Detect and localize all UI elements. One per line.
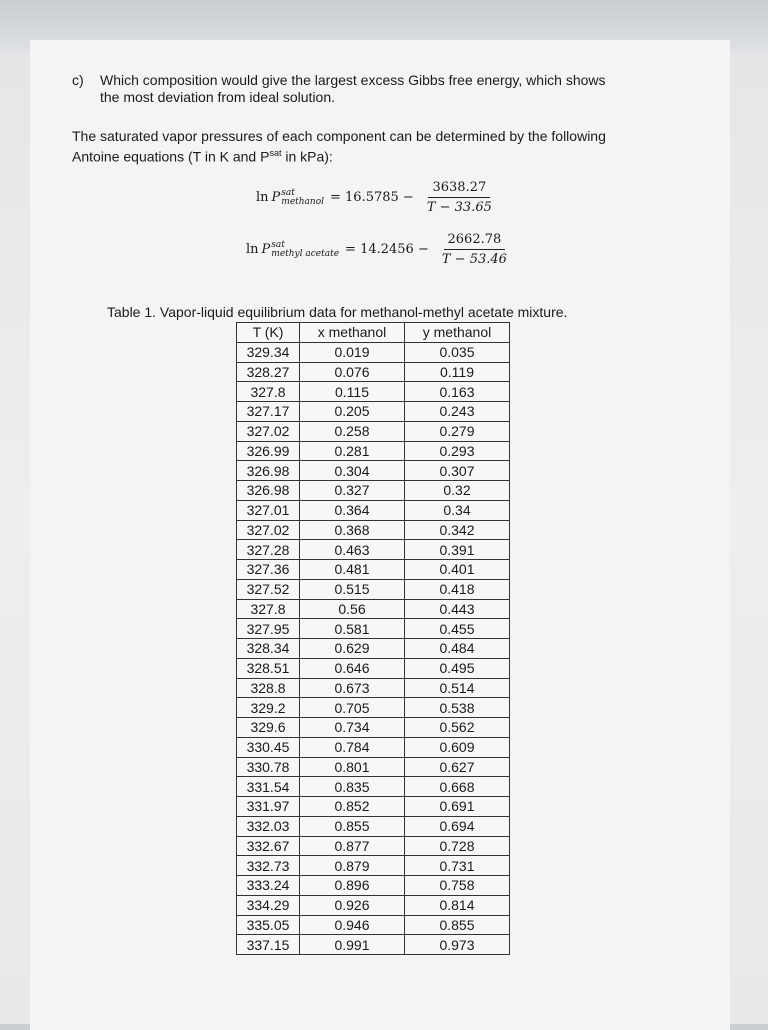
cell-y-methanol: 0.035 xyxy=(405,342,510,362)
antoine-intro xyxy=(72,128,672,166)
eq-rhs: = 16.5785 − xyxy=(330,190,414,205)
cell-temperature: 334.29 xyxy=(237,895,300,915)
cell-temperature: 327.95 xyxy=(237,619,300,639)
cell-x-methanol: 0.835 xyxy=(300,777,405,797)
cell-y-methanol: 0.293 xyxy=(405,441,510,461)
cell-y-methanol: 0.279 xyxy=(405,421,510,441)
cell-temperature: 331.97 xyxy=(237,797,300,817)
eq-p: P xyxy=(271,190,281,205)
cell-temperature: 328.27 xyxy=(237,362,300,382)
cell-temperature: 327.8 xyxy=(237,382,300,402)
table-header-row xyxy=(237,323,510,343)
cell-temperature: 333.24 xyxy=(237,876,300,896)
cell-y-methanol: 0.418 xyxy=(405,579,510,599)
cell-y-methanol: 0.307 xyxy=(405,461,510,481)
cell-x-methanol: 0.852 xyxy=(300,797,405,817)
cell-y-methanol: 0.401 xyxy=(405,560,510,580)
table-row xyxy=(237,678,510,698)
cell-x-methanol: 0.646 xyxy=(300,658,405,678)
cell-y-methanol: 0.731 xyxy=(405,856,510,876)
cell-temperature: 327.17 xyxy=(237,402,300,422)
table-row xyxy=(237,816,510,836)
cell-x-methanol: 0.734 xyxy=(300,718,405,738)
cell-x-methanol: 0.801 xyxy=(300,757,405,777)
cell-y-methanol: 0.728 xyxy=(405,836,510,856)
cell-temperature: 329.34 xyxy=(237,342,300,362)
cell-x-methanol: 0.258 xyxy=(300,421,405,441)
cell-temperature: 331.54 xyxy=(237,777,300,797)
cell-temperature: 327.02 xyxy=(237,421,300,441)
eq-ln: ln xyxy=(256,190,269,205)
cell-x-methanol: 0.926 xyxy=(300,895,405,915)
cell-y-methanol: 0.758 xyxy=(405,876,510,896)
eq-denominator: T − 53.46 xyxy=(441,252,507,267)
cell-temperature: 327.01 xyxy=(237,500,300,520)
table-row xyxy=(237,658,510,678)
cell-x-methanol: 0.368 xyxy=(300,520,405,540)
cell-x-methanol: 0.205 xyxy=(300,402,405,422)
cell-x-methanol: 0.705 xyxy=(300,698,405,718)
cell-temperature: 326.99 xyxy=(237,441,300,461)
question-c xyxy=(72,72,672,106)
table-row xyxy=(237,876,510,896)
cell-x-methanol: 0.629 xyxy=(300,639,405,659)
table-body xyxy=(237,342,510,954)
table-row xyxy=(237,481,510,501)
cell-y-methanol: 0.455 xyxy=(405,619,510,639)
table-row xyxy=(237,895,510,915)
table-row xyxy=(237,520,510,540)
cell-y-methanol: 0.538 xyxy=(405,698,510,718)
cell-x-methanol: 0.115 xyxy=(300,382,405,402)
cell-x-methanol: 0.991 xyxy=(300,935,405,955)
cell-y-methanol: 0.484 xyxy=(405,639,510,659)
header-temperature: T (K) xyxy=(237,323,300,343)
cell-y-methanol: 0.562 xyxy=(405,718,510,738)
cell-temperature: 332.73 xyxy=(237,856,300,876)
cell-y-methanol: 0.694 xyxy=(405,816,510,836)
cell-y-methanol: 0.973 xyxy=(405,935,510,955)
vle-data-table xyxy=(236,322,510,955)
cell-x-methanol: 0.304 xyxy=(300,461,405,481)
intro-psat-sup: sat xyxy=(269,148,282,158)
cell-y-methanol: 0.814 xyxy=(405,895,510,915)
cell-x-methanol: 0.076 xyxy=(300,362,405,382)
table-row xyxy=(237,698,510,718)
eq-denominator: T − 33.65 xyxy=(426,200,492,215)
intro-line-2 xyxy=(72,145,672,166)
table-caption: Table 1. Vapor-liquid equilibrium data for methanol-methyl acetate mixture. xyxy=(107,304,568,320)
table-row xyxy=(237,737,510,757)
cell-temperature: 332.03 xyxy=(237,816,300,836)
table-row xyxy=(237,579,510,599)
cell-y-methanol: 0.119 xyxy=(405,362,510,382)
question-line-2: the most deviation from ideal solution. xyxy=(100,89,336,105)
cell-x-methanol: 0.581 xyxy=(300,619,405,639)
eq-numerator: 2662.78 xyxy=(444,232,506,250)
cell-x-methanol: 0.281 xyxy=(300,441,405,461)
cell-temperature: 330.45 xyxy=(237,737,300,757)
table-row xyxy=(237,461,510,481)
table-row xyxy=(237,718,510,738)
table-row xyxy=(237,856,510,876)
cell-x-methanol: 0.855 xyxy=(300,816,405,836)
eq-p: P xyxy=(261,242,271,257)
table-row xyxy=(237,382,510,402)
table-row xyxy=(237,777,510,797)
eq-sub: methyl acetate xyxy=(271,248,340,259)
cell-x-methanol: 0.784 xyxy=(300,737,405,757)
cell-temperature: 328.51 xyxy=(237,658,300,678)
cell-temperature: 328.34 xyxy=(237,639,300,659)
cell-y-methanol: 0.342 xyxy=(405,520,510,540)
cell-temperature: 332.67 xyxy=(237,836,300,856)
table-row xyxy=(237,915,510,935)
cell-temperature: 327.8 xyxy=(237,599,300,619)
cell-temperature: 327.28 xyxy=(237,540,300,560)
cell-x-methanol: 0.019 xyxy=(300,342,405,362)
table-row xyxy=(237,342,510,362)
cell-y-methanol: 0.32 xyxy=(405,481,510,501)
cell-temperature: 326.98 xyxy=(237,481,300,501)
table-row xyxy=(237,639,510,659)
table-row xyxy=(237,797,510,817)
cell-x-methanol: 0.896 xyxy=(300,876,405,896)
table-row xyxy=(237,935,510,955)
cell-y-methanol: 0.691 xyxy=(405,797,510,817)
cell-x-methanol: 0.481 xyxy=(300,560,405,580)
cell-x-methanol: 0.515 xyxy=(300,579,405,599)
eq-rhs: = 14.2456 − xyxy=(345,242,429,257)
eq-sup: sat xyxy=(281,187,295,198)
cell-temperature: 329.2 xyxy=(237,698,300,718)
table-row xyxy=(237,421,510,441)
table-row xyxy=(237,540,510,560)
cell-y-methanol: 0.495 xyxy=(405,658,510,678)
table-row xyxy=(237,619,510,639)
cell-y-methanol: 0.609 xyxy=(405,737,510,757)
cell-y-methanol: 0.243 xyxy=(405,402,510,422)
cell-x-methanol: 0.877 xyxy=(300,836,405,856)
cell-y-methanol: 0.627 xyxy=(405,757,510,777)
eq-numerator: 3638.27 xyxy=(428,180,490,198)
cell-temperature: 326.98 xyxy=(237,461,300,481)
antoine-equation-methanol xyxy=(256,180,496,215)
header-y-methanol: y methanol xyxy=(405,323,510,343)
cell-temperature: 327.02 xyxy=(237,520,300,540)
table-row xyxy=(237,757,510,777)
eq-sup: sat xyxy=(271,239,285,250)
table-row xyxy=(237,560,510,580)
table-row xyxy=(237,500,510,520)
table-row xyxy=(237,362,510,382)
cell-x-methanol: 0.946 xyxy=(300,915,405,935)
eq-sub: methanol xyxy=(281,196,325,207)
cell-y-methanol: 0.391 xyxy=(405,540,510,560)
cell-x-methanol: 0.364 xyxy=(300,500,405,520)
cell-temperature: 330.78 xyxy=(237,757,300,777)
cell-temperature: 327.36 xyxy=(237,560,300,580)
question-line-1: Which composition would give the largest excess Gibbs free energy, which shows xyxy=(100,72,606,88)
cell-x-methanol: 0.327 xyxy=(300,481,405,501)
cell-y-methanol: 0.443 xyxy=(405,599,510,619)
cell-temperature: 328.8 xyxy=(237,678,300,698)
cell-temperature: 337.15 xyxy=(237,935,300,955)
intro-line-1: The saturated vapor pressures of each component can be determined by the following xyxy=(72,128,606,144)
intro-line-2b: in kPa): xyxy=(281,148,333,165)
header-x-methanol: x methanol xyxy=(300,323,405,343)
table-row xyxy=(237,836,510,856)
antoine-equation-methyl-acetate xyxy=(246,232,511,267)
cell-y-methanol: 0.163 xyxy=(405,382,510,402)
table-row xyxy=(237,599,510,619)
table-row xyxy=(237,441,510,461)
cell-temperature: 329.6 xyxy=(237,718,300,738)
cell-y-methanol: 0.34 xyxy=(405,500,510,520)
cell-x-methanol: 0.463 xyxy=(300,540,405,560)
cell-x-methanol: 0.673 xyxy=(300,678,405,698)
table-row xyxy=(237,402,510,422)
cell-y-methanol: 0.855 xyxy=(405,915,510,935)
eq-ln: ln xyxy=(246,242,259,257)
cell-y-methanol: 0.514 xyxy=(405,678,510,698)
cell-x-methanol: 0.56 xyxy=(300,599,405,619)
cell-y-methanol: 0.668 xyxy=(405,777,510,797)
cell-temperature: 327.52 xyxy=(237,579,300,599)
question-label: c) xyxy=(72,72,84,88)
cell-temperature: 335.05 xyxy=(237,915,300,935)
intro-line-2a: Antoine equations (T in K and P xyxy=(72,148,270,165)
cell-x-methanol: 0.879 xyxy=(300,856,405,876)
